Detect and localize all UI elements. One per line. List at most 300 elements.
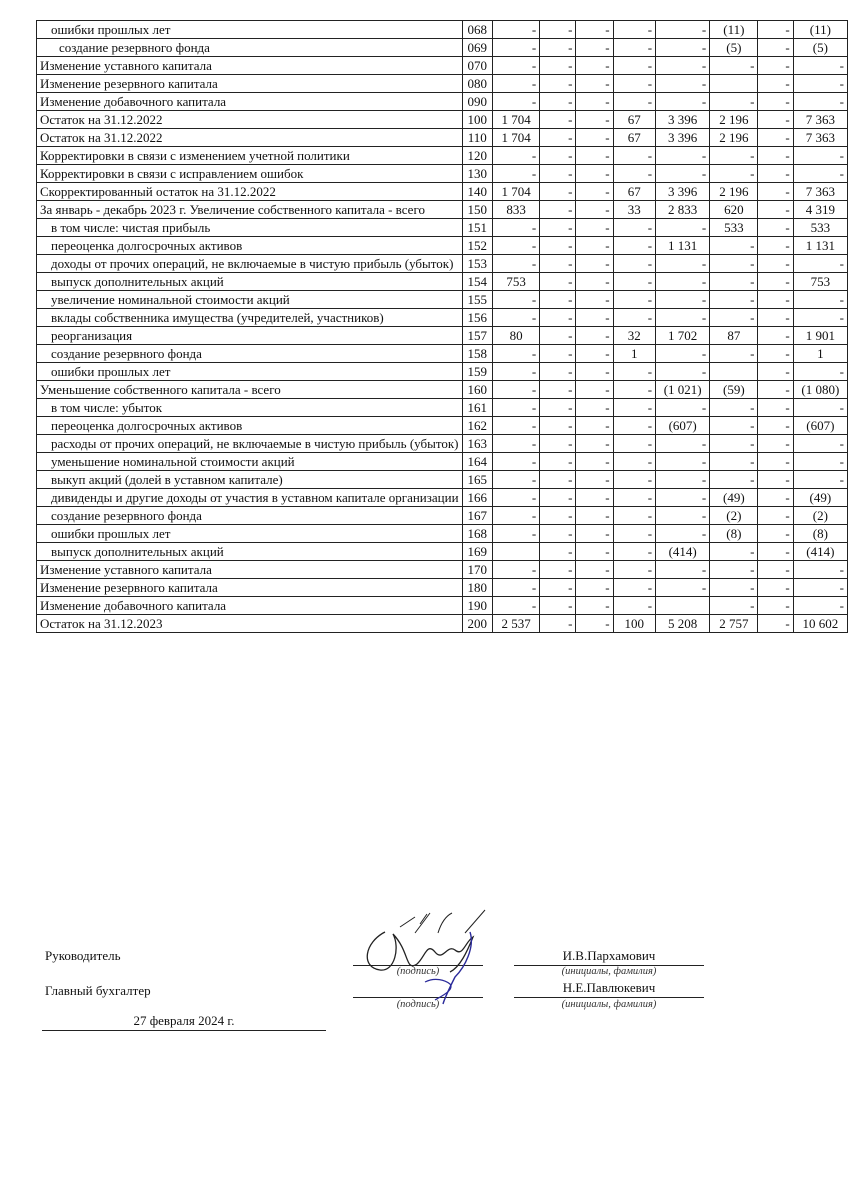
row-code: 069 [462,39,492,57]
cell-value: - [540,579,576,597]
cell-value: - [710,255,758,273]
row-code: 190 [462,597,492,615]
cell-value: - [540,615,576,633]
table-row [37,381,848,399]
table-row [37,561,848,579]
cell-value: - [576,489,613,507]
row-label: уменьшение номинальной стоимости акций [37,453,463,471]
cell-value: - [540,507,576,525]
table-row [37,93,848,111]
table-row [37,615,848,633]
row-label: создание резервного фонда [37,345,463,363]
cell-value: - [540,75,576,93]
head-title: Руководитель [45,948,121,963]
row-label: в том числе: убыток [37,399,463,417]
row-code: 154 [462,273,492,291]
cell-value: - [758,273,793,291]
cell-value: - [793,435,847,453]
cell-value: - [540,471,576,489]
cell-value: - [710,165,758,183]
table-row [37,237,848,255]
accountant-name-caption: (инициалы, фамилия) [561,999,657,1010]
cell-value: - [492,453,539,471]
cell-value: (59) [710,381,758,399]
table-row [37,543,848,561]
cell-value: - [540,291,576,309]
cell-value: - [758,597,793,615]
cell-value: - [758,219,793,237]
cell-value: 7 363 [793,183,847,201]
row-code: 159 [462,363,492,381]
cell-value: (607) [656,417,710,435]
accountant-name: Н.Е.Павлюкевич [562,980,656,995]
cell-value: (2) [793,507,847,525]
row-label: Изменение добавочного капитала [37,597,463,615]
cell-value: - [758,21,793,39]
row-code: 070 [462,57,492,75]
table-row [37,489,848,507]
table-row [37,525,848,543]
cell-value: - [576,147,613,165]
table-row [37,399,848,417]
table-row [37,597,848,615]
cell-value: - [656,525,710,543]
cell-value: - [656,165,710,183]
cell-value: - [613,489,655,507]
cell-value [710,75,758,93]
cell-value: (414) [793,543,847,561]
cell-value [492,543,539,561]
cell-value: - [656,93,710,111]
row-code: 161 [462,399,492,417]
cell-value: - [793,57,847,75]
cell-value: - [492,399,539,417]
cell-value: - [576,39,613,57]
cell-value: 100 [613,615,655,633]
cell-value: - [613,507,655,525]
head-name-caption: (инициалы, фамилия) [561,966,657,977]
cell-value: - [576,183,613,201]
cell-value: 1 702 [656,327,710,345]
table-row [37,471,848,489]
cell-value: 753 [793,273,847,291]
row-code: 152 [462,237,492,255]
cell-value: - [540,561,576,579]
cell-value: - [758,525,793,543]
cell-value: 4 319 [793,201,847,219]
row-code: 110 [462,129,492,147]
row-code: 167 [462,507,492,525]
cell-value: - [613,93,655,111]
cell-value: - [540,345,576,363]
cell-value: 620 [710,201,758,219]
cell-value: - [576,597,613,615]
cell-value: - [613,561,655,579]
cell-value: - [758,381,793,399]
cell-value: - [613,579,655,597]
table-row [37,255,848,273]
cell-value: - [656,75,710,93]
row-label: вклады собственника имущества (учредителей, участников) [37,309,463,327]
cell-value: - [576,615,613,633]
cell-value: 2 196 [710,183,758,201]
cell-value: - [576,111,613,129]
cell-value: 32 [613,327,655,345]
cell-value: - [793,291,847,309]
cell-value: - [793,597,847,615]
cell-value: - [613,237,655,255]
accountant-name-line [514,997,704,998]
cell-value: - [656,57,710,75]
table-row [37,435,848,453]
cell-value: - [793,93,847,111]
cell-value: - [576,381,613,399]
cell-value: - [613,165,655,183]
cell-value: - [540,57,576,75]
cell-value: - [576,129,613,147]
row-code: 153 [462,255,492,273]
cell-value: (607) [793,417,847,435]
cell-value: 1 704 [492,129,539,147]
cell-value: - [576,543,613,561]
cell-value: - [613,543,655,561]
cell-value: 2 196 [710,129,758,147]
cell-value: - [492,381,539,399]
cell-value: - [576,93,613,111]
cell-value: - [656,561,710,579]
cell-value: - [613,381,655,399]
cell-value: - [613,471,655,489]
cell-value: - [576,237,613,255]
accountant-signature-caption: (подпись) [396,999,440,1010]
table-row [37,507,848,525]
row-label: Уменьшение собственного капитала - всего [37,381,463,399]
cell-value: 1 901 [793,327,847,345]
cell-value: (8) [710,525,758,543]
cell-value: - [758,309,793,327]
cell-value: - [710,561,758,579]
cell-value: 533 [793,219,847,237]
row-code: 169 [462,543,492,561]
row-code: 160 [462,381,492,399]
table-row [37,579,848,597]
row-label: Остаток на 31.12.2022 [37,129,463,147]
cell-value: - [758,75,793,93]
row-label: Корректировки в связи с изменением учетной политики [37,147,463,165]
row-code: 120 [462,147,492,165]
cell-value: - [758,201,793,219]
cell-value: - [576,327,613,345]
table-row [37,453,848,471]
cell-value: (11) [793,21,847,39]
row-code: 163 [462,435,492,453]
cell-value: - [758,129,793,147]
row-code: 080 [462,75,492,93]
cell-value: - [613,21,655,39]
cell-value: - [656,273,710,291]
cell-value: (2) [710,507,758,525]
cell-value: - [710,273,758,291]
cell-value: - [540,219,576,237]
row-code: 200 [462,615,492,633]
cell-value: 1 704 [492,111,539,129]
cell-value: - [576,345,613,363]
cell-value: - [758,615,793,633]
cell-value: - [576,255,613,273]
cell-value: - [492,291,539,309]
row-label: дивиденды и другие доходы от участия в уставном капитале организации [37,489,463,507]
cell-value: - [656,147,710,165]
row-code: 180 [462,579,492,597]
cell-value: 7 363 [793,129,847,147]
cell-value: - [758,93,793,111]
cell-value: - [540,489,576,507]
cell-value: (414) [656,543,710,561]
cell-value: - [793,75,847,93]
cell-value: 10 602 [793,615,847,633]
cell-value: - [656,435,710,453]
row-label: выкуп акций (долей в уставном капитале) [37,471,463,489]
cell-value: - [492,237,539,255]
cell-value: - [576,309,613,327]
row-label: создание резервного фонда [37,507,463,525]
cell-value: - [793,399,847,417]
cell-value: 1 131 [793,237,847,255]
cell-value: - [710,453,758,471]
cell-value: - [576,363,613,381]
cell-value: 3 396 [656,111,710,129]
row-code: 155 [462,291,492,309]
cell-value: - [540,201,576,219]
cell-value: - [710,291,758,309]
cell-value: - [540,435,576,453]
head-signature-caption: (подпись) [396,966,440,977]
cell-value: - [758,291,793,309]
cell-value: - [613,417,655,435]
cell-value: - [540,21,576,39]
cell-value: 5 208 [656,615,710,633]
cell-value: - [613,363,655,381]
cell-value: - [576,291,613,309]
cell-value: - [710,57,758,75]
cell-value: - [758,399,793,417]
cell-value: - [540,237,576,255]
row-code: 156 [462,309,492,327]
cell-value: 1 [613,345,655,363]
cell-value: - [656,453,710,471]
cell-value: - [492,525,539,543]
cell-value: - [540,327,576,345]
cell-value: 2 537 [492,615,539,633]
cell-value: - [540,363,576,381]
table-row [37,21,848,39]
cell-value: 3 396 [656,183,710,201]
cell-value: - [656,309,710,327]
cell-value: - [758,327,793,345]
cell-value: 533 [710,219,758,237]
cell-value: - [656,489,710,507]
cell-value: - [492,219,539,237]
row-code: 100 [462,111,492,129]
cell-value [656,597,710,615]
cell-value: - [710,597,758,615]
cell-value: 833 [492,201,539,219]
table-row [37,417,848,435]
row-label: ошибки прошлых лет [37,363,463,381]
row-label: Изменение резервного капитала [37,579,463,597]
head-name: И.В.Пархамович [562,948,656,963]
table-row [37,363,848,381]
cell-value: - [613,291,655,309]
cell-value: - [492,147,539,165]
row-code: 166 [462,489,492,507]
cell-value: - [656,345,710,363]
cell-value: - [540,93,576,111]
cell-value: - [793,363,847,381]
table-row [37,183,848,201]
row-label: Изменение уставного капитала [37,57,463,75]
row-code: 158 [462,345,492,363]
cell-value: - [492,21,539,39]
cell-value: - [613,75,655,93]
cell-value: - [540,543,576,561]
cell-value: - [576,453,613,471]
cell-value: (1 021) [656,381,710,399]
cell-value: - [758,417,793,435]
row-code: 165 [462,471,492,489]
row-label: выпуск дополнительных акций [37,543,463,561]
cell-value: 87 [710,327,758,345]
row-label: Корректировки в связи с исправлением ошибок [37,165,463,183]
cell-value: 3 396 [656,129,710,147]
row-label: увеличение номинальной стоимости акций [37,291,463,309]
cell-value: - [576,435,613,453]
row-label: создание резервного фонда [37,39,463,57]
cell-value: - [492,471,539,489]
cell-value: - [710,417,758,435]
cell-value: 67 [613,183,655,201]
row-code: 140 [462,183,492,201]
table-row [37,75,848,93]
cell-value: - [576,75,613,93]
cell-value: - [540,39,576,57]
cell-value: 67 [613,111,655,129]
cell-value: - [793,165,847,183]
table-row [37,57,848,75]
cell-value: (5) [710,39,758,57]
cell-value: - [613,309,655,327]
cell-value: 33 [613,201,655,219]
row-code: 162 [462,417,492,435]
cell-value: - [613,525,655,543]
table-row [37,129,848,147]
table-row [37,201,848,219]
cell-value: - [576,57,613,75]
cell-value: (5) [793,39,847,57]
cell-value: - [492,417,539,435]
row-label: За январь - декабрь 2023 г. Увеличение собственного капитала - всего [37,201,463,219]
cell-value: - [540,183,576,201]
table-row [37,39,848,57]
cell-value: 1 131 [656,237,710,255]
cell-value: - [758,471,793,489]
row-label: Изменение резервного капитала [37,75,463,93]
cell-value: - [758,39,793,57]
cell-value: - [540,255,576,273]
date-line [42,1030,326,1031]
cell-value: - [540,525,576,543]
table-row [37,165,848,183]
cell-value: - [656,39,710,57]
cell-value: - [492,309,539,327]
row-code: 090 [462,93,492,111]
cell-value: - [758,345,793,363]
cell-value: - [656,219,710,237]
cell-value: - [758,111,793,129]
cell-value: - [576,417,613,435]
row-label: расходы от прочих операций, не включаемые в чистую прибыль (убыток) [37,435,463,453]
cell-value: - [613,399,655,417]
table-row [37,273,848,291]
row-label: Скорректированный остаток на 31.12.2022 [37,183,463,201]
cell-value: (49) [710,489,758,507]
cell-value: - [710,237,758,255]
cell-value: - [576,507,613,525]
cell-value: - [710,543,758,561]
cell-value: - [540,597,576,615]
cell-value: - [492,39,539,57]
equity-changes-table [36,20,848,633]
cell-value: (49) [793,489,847,507]
cell-value: - [613,435,655,453]
row-code: 151 [462,219,492,237]
cell-value: - [758,57,793,75]
row-code: 170 [462,561,492,579]
row-label: Изменение добавочного капитала [37,93,463,111]
cell-value: - [540,417,576,435]
cell-value: - [710,309,758,327]
row-code: 168 [462,525,492,543]
table-row [37,111,848,129]
row-code: 157 [462,327,492,345]
table-row [37,345,848,363]
report-date: 27 февраля 2024 г. [133,1013,235,1028]
table-row [37,147,848,165]
cell-value: - [492,93,539,111]
table-row [37,309,848,327]
cell-value: - [758,543,793,561]
cell-value: 7 363 [793,111,847,129]
cell-value: - [492,435,539,453]
row-code: 164 [462,453,492,471]
cell-value: - [540,147,576,165]
cell-value: - [540,129,576,147]
cell-value: 2 833 [656,201,710,219]
cell-value: - [492,57,539,75]
cell-value: - [492,75,539,93]
cell-value: (1 080) [793,381,847,399]
row-label: Изменение уставного капитала [37,561,463,579]
cell-value: - [492,345,539,363]
cell-value: - [793,453,847,471]
cell-value: - [710,399,758,417]
cell-value: - [710,471,758,489]
cell-value: - [758,237,793,255]
cell-value: - [540,165,576,183]
cell-value: - [710,435,758,453]
cell-value: 1 [793,345,847,363]
cell-value: - [492,579,539,597]
